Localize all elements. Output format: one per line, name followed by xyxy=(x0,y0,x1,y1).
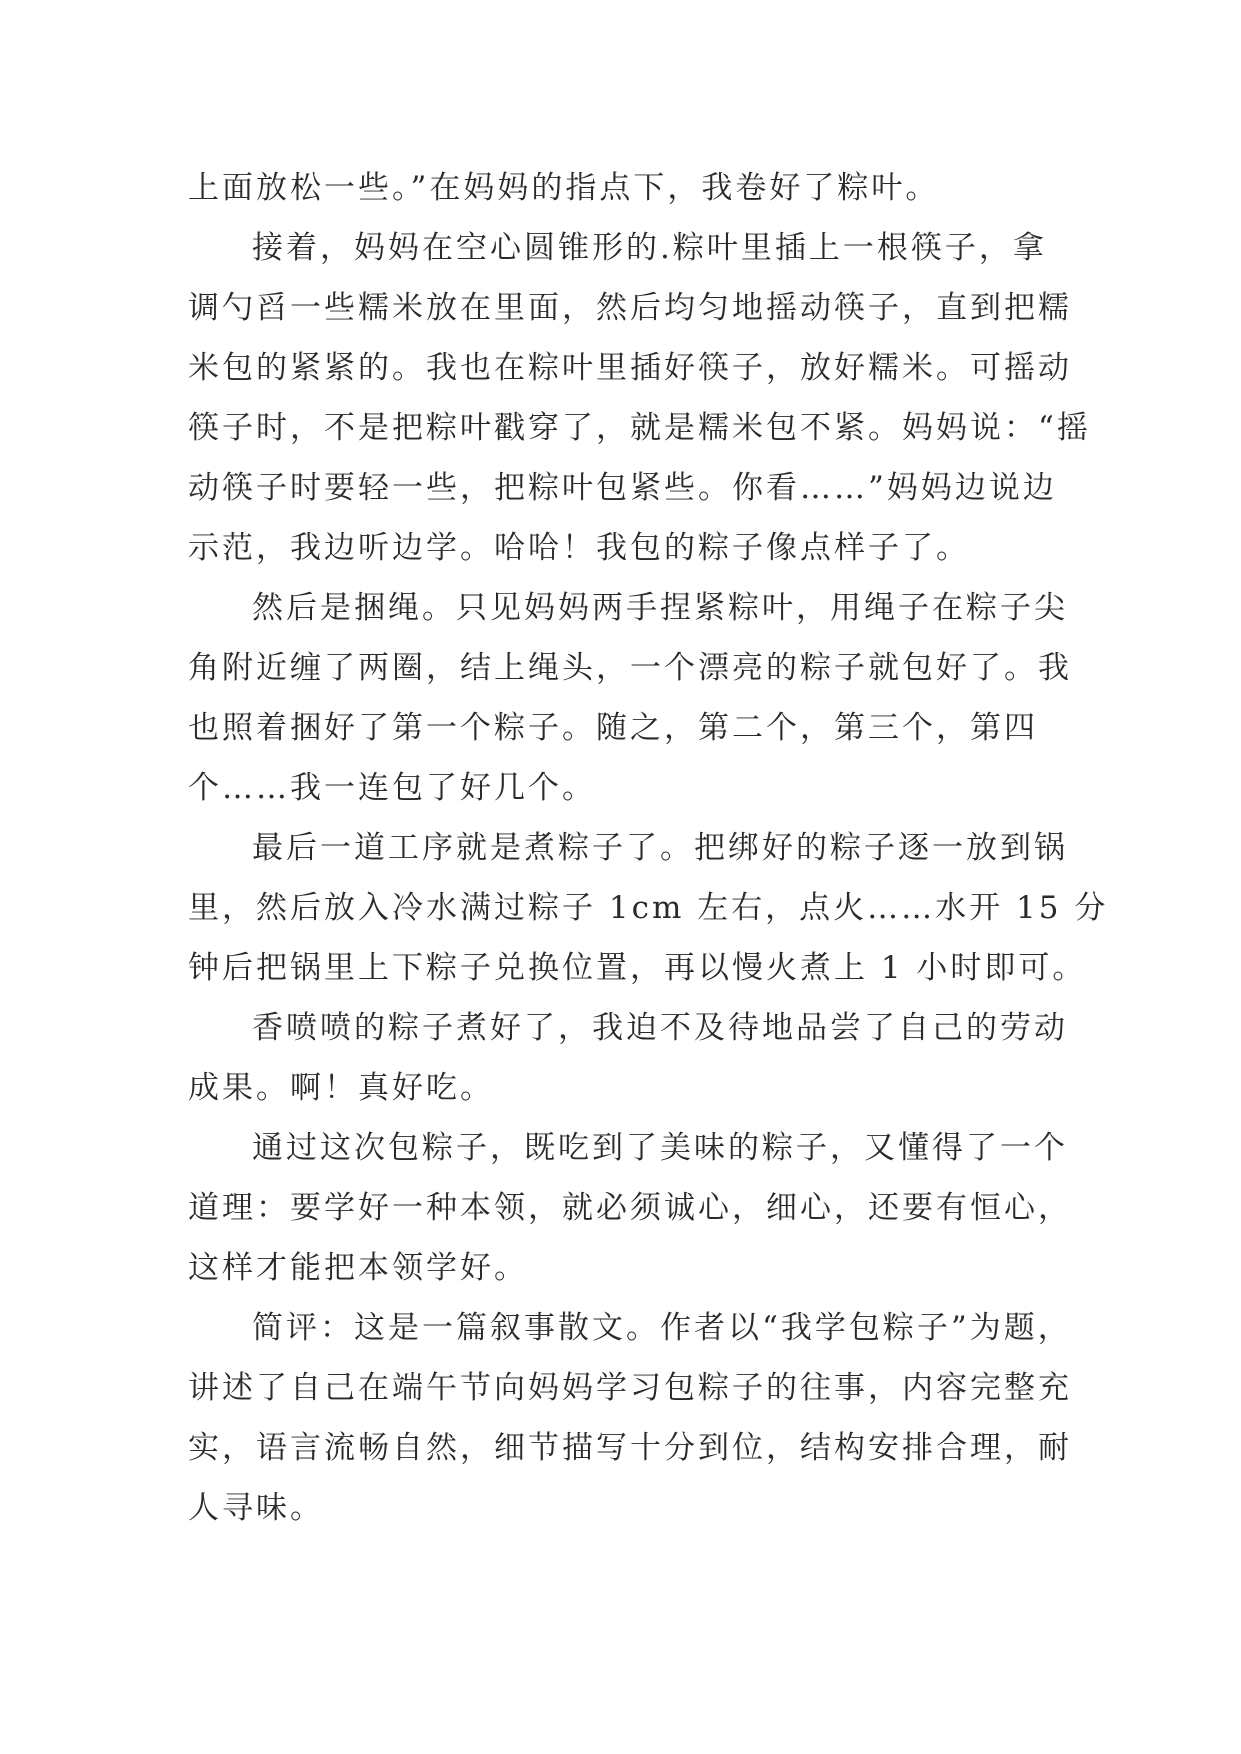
commentary-start-line: 简评：这是一篇叙事散文。作者以“我学包粽子”为题， xyxy=(252,1310,1072,1346)
commentary-line: 讲述了自己在端午节向妈妈学习包粽子的往事，内容完整充 xyxy=(188,1370,1072,1406)
text-line: 筷子时，不是把粽叶戳穿了，就是糯米包不紧。妈妈说：“摇 xyxy=(188,410,1091,446)
text-line: 道理：要学好一种本领，就必须诚心，细心，还要有恒心， xyxy=(188,1190,1072,1226)
text-line: 也照着捆好了第一个粽子。随之，第二个，第三个，第四 xyxy=(188,710,1038,746)
text-line: 角附近缠了两圈，结上绳头，一个漂亮的粽子就包好了。我 xyxy=(188,650,1072,686)
commentary-line: 人寻味。 xyxy=(188,1490,324,1526)
paragraph-start-line: 通过这次包粽子，既吃到了美味的粽子，又懂得了一个 xyxy=(252,1130,1068,1166)
text-line: 钟后把锅里上下粽子兑换位置，再以慢火煮上 1 小时即可。 xyxy=(188,950,1087,986)
text-line: 示范，我边听边学。哈哈！我包的粽子像点样子了。 xyxy=(188,530,970,566)
paragraph-start-line: 最后一道工序就是煮粽子了。把绑好的粽子逐一放到锅 xyxy=(252,830,1068,866)
commentary-line: 实，语言流畅自然，细节描写十分到位，结构安排合理，耐 xyxy=(188,1430,1072,1466)
text-line: 成果。啊！真好吃。 xyxy=(188,1070,494,1106)
text-line: 动筷子时要轻一些，把粽叶包紧些。你看……”妈妈边说边 xyxy=(188,470,1057,506)
text-line: 上面放松一些。”在妈妈的指点下，我卷好了粽叶。 xyxy=(188,170,940,206)
text-line: 个……我一连包了好几个。 xyxy=(188,770,596,806)
text-line: 米包的紧紧的。我也在粽叶里插好筷子，放好糯米。可摇动 xyxy=(188,350,1072,386)
paragraph-start-line: 然后是捆绳。只见妈妈两手捏紧粽叶，用绳子在粽子尖 xyxy=(252,590,1068,626)
essay-body xyxy=(188,158,1109,1538)
text-line: 里，然后放入冷水满过粽子 1cm 左右，点火……水开 15 分 xyxy=(188,890,1109,926)
paragraph-start-line: 接着，妈妈在空心圆锥形的.粽叶里插上一根筷子，拿 xyxy=(252,230,1047,266)
text-line: 这样才能把本领学好。 xyxy=(188,1250,528,1286)
paragraph-start-line: 香喷喷的粽子煮好了，我迫不及待地品尝了自己的劳动 xyxy=(252,1010,1068,1046)
text-line: 调勺舀一些糯米放在里面，然后均匀地摇动筷子，直到把糯 xyxy=(188,290,1072,326)
